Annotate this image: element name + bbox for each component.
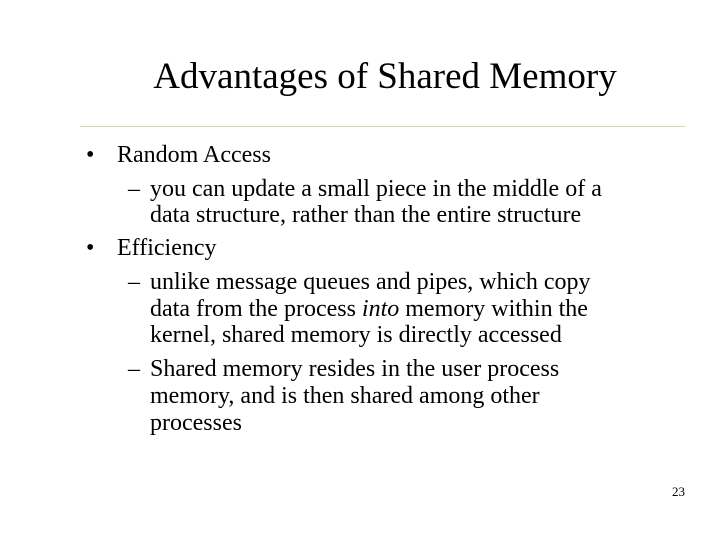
- bullet-efficiency: Efficiency: [117, 235, 217, 261]
- sub-bullet-line: unlike message queues and pipes, which copy: [150, 269, 591, 295]
- sub-bullet-line: memory, and is then shared among other: [150, 383, 540, 409]
- sub-bullet-line: you can update a small piece in the middle of a: [150, 176, 602, 202]
- sub-bullet-dash: –: [128, 176, 140, 202]
- bullet-marker: •: [86, 235, 95, 261]
- bullet-random-access: Random Access: [117, 142, 271, 168]
- text-run: data from the process: [150, 296, 362, 322]
- text-run: memory within the: [399, 296, 588, 322]
- slide-title: Advantages of Shared Memory: [153, 56, 617, 97]
- bullet-marker: •: [86, 142, 95, 168]
- sub-bullet-dash: –: [128, 356, 140, 382]
- sub-bullet-line: Shared memory resides in the user process: [150, 356, 560, 382]
- sub-bullet-line: data structure, rather than the entire structure: [150, 202, 582, 228]
- sub-bullet-line: kernel, shared memory is directly accessed: [150, 322, 562, 348]
- sub-bullet-line: processes: [150, 410, 242, 436]
- page-number: 23: [672, 484, 685, 499]
- sub-bullet-dash: –: [128, 269, 140, 295]
- emphasis-into: into: [361, 296, 400, 322]
